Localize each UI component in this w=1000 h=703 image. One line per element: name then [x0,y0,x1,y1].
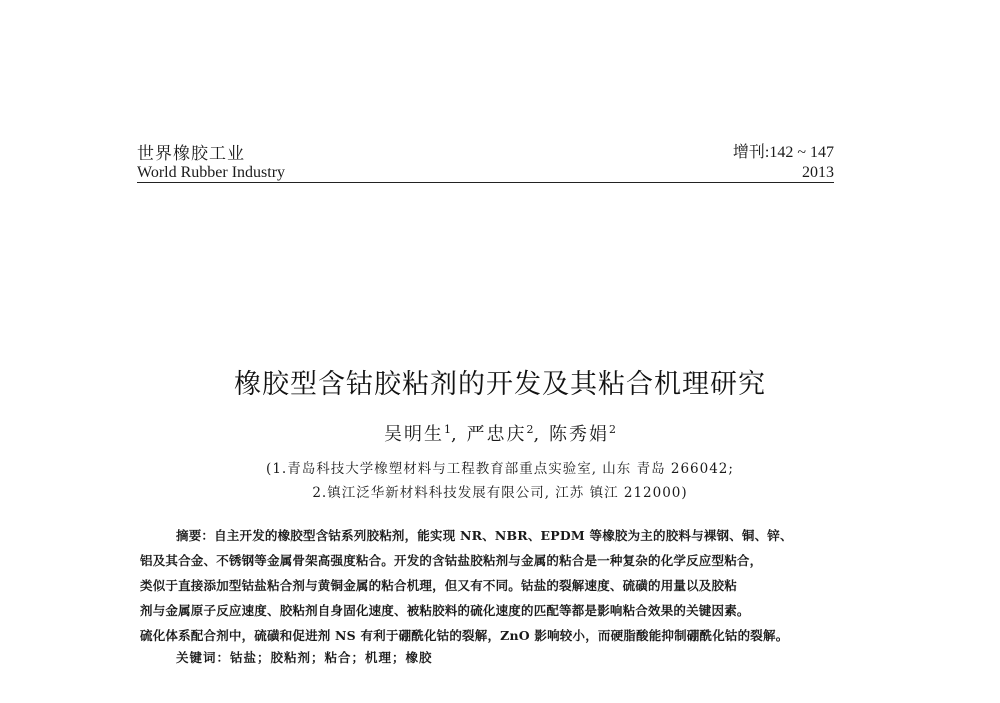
author-affil-mark: 1 [444,423,452,436]
abstract-line: 铝及其合金、不锈钢等金属骨架高强度粘合。开发的含钴盐胶粘剂与金属的粘合是一种复杂的化学反应型粘合， [140,553,763,568]
abstract-line [140,523,840,548]
issue-pages: 增刊:142 ~ 147 [732,144,834,161]
keywords [176,648,433,666]
abstract-label: 摘要： [176,528,215,543]
paper-title: 橡胶型含钴胶粘剂的开发及其粘合机理研究 [234,369,766,400]
journal-name-en: World Rubber Industry [137,164,286,181]
author-affil-mark: 2 [526,423,534,436]
author-separator: , [451,424,467,445]
header-rule [137,182,834,183]
author-separator: , [533,424,549,445]
journal-header [137,137,834,185]
author-name: 陈秀娟 [548,424,609,445]
keywords-label: 关键词： [176,650,231,665]
author-list [0,420,1000,446]
abstract-line: 硫化体系配合剂中，硫磺和促进剂 NS 有利于硼酰化钴的裂解，ZnO 影响较小，而硬脂酸能抑制硼酰化钴的裂解。 [140,628,789,643]
abstract [140,523,840,648]
affiliation-line: 2.镇江泛华新材料科技发展有限公司, 江苏 镇江 212000) [312,485,688,501]
abstract-line: 类似于直接添加型钴盐粘合剂与黄铜金属的粘合机理，但又有不同。钴盐的裂解速度、硫磺的用量以及胶粘 [140,578,737,593]
author-name: 严忠庆 [466,424,527,445]
author-name: 吴明生 [384,424,445,445]
publication-year: 2013 [802,164,834,181]
abstract-line: 剂与金属原子反应速度、胶粘剂自身固化速度、被粘胶料的硫化速度的匹配等都是影响粘合效果的关键因素。 [140,603,750,618]
affiliation-line: (1.青岛科技大学橡塑材料与工程教育部重点实验室, 山东 青岛 266042; [266,461,734,477]
abstract-text: 自主开发的橡胶型含钴系列胶粘剂，能实现 NR、NBR、EPDM 等橡胶为主的胶料与裸钢、铜、锌、 [214,528,793,543]
keywords-text: 钴盐；胶粘剂；粘合；机理；橡胶 [230,650,433,665]
journal-name-cn: 世界橡胶工业 [137,144,245,164]
author-affil-mark: 2 [608,423,616,436]
